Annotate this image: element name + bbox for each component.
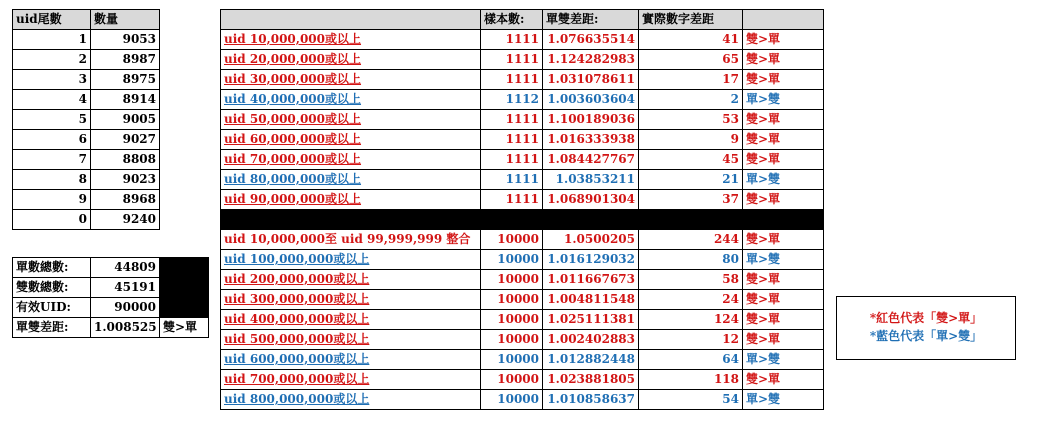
table-row xyxy=(13,30,160,50)
uid-count: 8808 xyxy=(91,150,160,170)
uid-digit: 9 xyxy=(13,190,91,210)
row-sample: 10000 xyxy=(481,290,543,310)
table-row xyxy=(221,250,824,270)
row-diff: 41 xyxy=(639,30,743,50)
row-sample: 10000 xyxy=(481,330,543,350)
table-row xyxy=(221,50,824,70)
table-row xyxy=(221,170,824,190)
row-result: 雙>單 xyxy=(743,190,824,210)
row-label[interactable]: uid 40,000,000或以上 xyxy=(221,90,481,110)
uid-count: 8968 xyxy=(91,190,160,210)
row-result: 單>雙 xyxy=(743,90,824,110)
row-ratio: 1.016333938 xyxy=(543,130,639,150)
table-row xyxy=(13,130,160,150)
table-row xyxy=(221,390,824,410)
row-ratio: 1.023881805 xyxy=(543,370,639,390)
row-ratio: 1.012882448 xyxy=(543,350,639,370)
row-diff: 2 xyxy=(639,90,743,110)
row-ratio: 1.031078611 xyxy=(543,70,639,90)
row-result: 雙>單 xyxy=(743,50,824,70)
table-row xyxy=(221,370,824,390)
table-row xyxy=(221,70,824,90)
uid-digit: 7 xyxy=(13,150,91,170)
row-label[interactable]: uid 700,000,000或以上 xyxy=(221,370,481,390)
table-row xyxy=(221,130,824,150)
row-diff: 53 xyxy=(639,110,743,130)
row-ratio: 1.068901304 xyxy=(543,190,639,210)
row-diff: 244 xyxy=(639,230,743,250)
valid-uid-label: 有效UID: xyxy=(13,298,91,318)
table-row xyxy=(221,90,824,110)
row-sample: 1111 xyxy=(481,150,543,170)
table-row xyxy=(221,110,824,130)
table-row xyxy=(13,318,209,338)
row-ratio: 1.084427767 xyxy=(543,150,639,170)
row-label[interactable]: uid 60,000,000或以上 xyxy=(221,130,481,150)
table-row xyxy=(221,150,824,170)
table-row xyxy=(13,190,160,210)
row-label[interactable]: uid 400,000,000或以上 xyxy=(221,310,481,330)
row-sample: 10000 xyxy=(481,310,543,330)
uid-count: 8975 xyxy=(91,70,160,90)
row-diff: 24 xyxy=(639,290,743,310)
uid-digit: 8 xyxy=(13,170,91,190)
row-sample: 1111 xyxy=(481,130,543,150)
row-sample: 10000 xyxy=(481,250,543,270)
row-diff: 45 xyxy=(639,150,743,170)
row-diff: 124 xyxy=(639,310,743,330)
row-diff: 9 xyxy=(639,130,743,150)
black-cell xyxy=(160,278,209,298)
row-diff: 17 xyxy=(639,70,743,90)
row-diff: 118 xyxy=(639,370,743,390)
summary-table xyxy=(12,257,209,338)
header-label xyxy=(221,10,481,30)
table-row xyxy=(221,230,824,250)
table-row xyxy=(13,170,160,190)
row-result: 雙>單 xyxy=(743,30,824,50)
row-diff: 65 xyxy=(639,50,743,70)
single-total-label: 單數總數: xyxy=(13,258,91,278)
black-separator xyxy=(221,210,824,230)
diff-result: 雙>單 xyxy=(160,318,209,338)
row-ratio: 1.076635514 xyxy=(543,30,639,50)
uid-digit: 0 xyxy=(13,210,91,230)
row-sample: 1111 xyxy=(481,170,543,190)
row-result: 雙>單 xyxy=(743,150,824,170)
uid-count: 8987 xyxy=(91,50,160,70)
table-row xyxy=(221,350,824,370)
header-ratio: 單雙差距: xyxy=(543,10,639,30)
single-total-value: 44809 xyxy=(91,258,160,278)
row-sample: 10000 xyxy=(481,270,543,290)
row-sample: 1111 xyxy=(481,50,543,70)
row-diff: 80 xyxy=(639,250,743,270)
uid-digit: 1 xyxy=(13,30,91,50)
row-result: 雙>單 xyxy=(743,310,824,330)
row-ratio: 1.003603604 xyxy=(543,90,639,110)
row-label: uid 10,000,000至 uid 99,999,999 整合 xyxy=(221,230,481,250)
uid-count: 9005 xyxy=(91,110,160,130)
legend-blue-text: *藍色代表「單>雙」 xyxy=(869,329,983,343)
table-row xyxy=(13,110,160,130)
row-diff: 21 xyxy=(639,170,743,190)
row-result: 單>雙 xyxy=(743,390,824,410)
row-result: 單>雙 xyxy=(743,350,824,370)
table-row xyxy=(221,270,824,290)
separator-row xyxy=(221,210,824,230)
uid-count: 8914 xyxy=(91,90,160,110)
table-row xyxy=(13,298,209,318)
table-row xyxy=(221,190,824,210)
row-diff: 12 xyxy=(639,330,743,350)
valid-uid-value: 90000 xyxy=(91,298,160,318)
table-row xyxy=(13,210,160,230)
row-sample: 10000 xyxy=(481,230,543,250)
table-row xyxy=(221,30,824,50)
table-row xyxy=(13,70,160,90)
row-diff: 58 xyxy=(639,270,743,290)
row-sample: 1111 xyxy=(481,110,543,130)
header-sample: 樣本數: xyxy=(481,10,543,30)
row-ratio: 1.0500205 xyxy=(543,230,639,250)
uid-digit: 5 xyxy=(13,110,91,130)
row-result: 單>雙 xyxy=(743,250,824,270)
uid-count: 9027 xyxy=(91,130,160,150)
uid-digit: 2 xyxy=(13,50,91,70)
uid-count: 9053 xyxy=(91,30,160,50)
row-label[interactable]: uid 90,000,000或以上 xyxy=(221,190,481,210)
table-header-row xyxy=(221,10,824,30)
table-row xyxy=(221,310,824,330)
row-result: 雙>單 xyxy=(743,130,824,150)
table-header-row xyxy=(13,10,160,30)
double-total-value: 45191 xyxy=(91,278,160,298)
row-label[interactable]: uid 80,000,000或以上 xyxy=(221,170,481,190)
black-cell xyxy=(160,258,209,278)
main-table xyxy=(220,9,824,410)
header-uid-tail: uid尾數 xyxy=(13,10,91,30)
row-result: 雙>單 xyxy=(743,110,824,130)
row-result: 雙>單 xyxy=(743,370,824,390)
diff-label: 單雙差距: xyxy=(13,318,91,338)
row-ratio: 1.100189036 xyxy=(543,110,639,130)
row-label[interactable]: uid 70,000,000或以上 xyxy=(221,150,481,170)
black-cell xyxy=(160,298,209,318)
row-label[interactable]: uid 100,000,000或以上 xyxy=(221,250,481,270)
legend-box xyxy=(836,296,1016,360)
row-sample: 1111 xyxy=(481,70,543,90)
row-ratio: 1.010858637 xyxy=(543,390,639,410)
row-label[interactable]: uid 800,000,000或以上 xyxy=(221,390,481,410)
uid-digit: 6 xyxy=(13,130,91,150)
row-label[interactable]: uid 600,000,000或以上 xyxy=(221,350,481,370)
double-total-label: 雙數總數: xyxy=(13,278,91,298)
row-ratio: 1.004811548 xyxy=(543,290,639,310)
row-result: 雙>單 xyxy=(743,290,824,310)
row-diff: 54 xyxy=(639,390,743,410)
legend-red-text: *紅色代表「雙>單」 xyxy=(869,311,983,325)
row-result: 雙>單 xyxy=(743,270,824,290)
uid-digit: 3 xyxy=(13,70,91,90)
header-result xyxy=(743,10,824,30)
row-label[interactable]: uid 10,000,000或以上 xyxy=(221,30,481,50)
row-diff: 64 xyxy=(639,350,743,370)
header-count: 數量 xyxy=(91,10,160,30)
table-row xyxy=(13,50,160,70)
row-label[interactable]: uid 50,000,000或以上 xyxy=(221,110,481,130)
table-row xyxy=(13,278,209,298)
table-row xyxy=(13,90,160,110)
row-result: 雙>單 xyxy=(743,330,824,350)
table-row xyxy=(221,330,824,350)
row-ratio: 1.011667673 xyxy=(543,270,639,290)
table-row xyxy=(13,258,209,278)
row-label[interactable]: uid 300,000,000或以上 xyxy=(221,290,481,310)
row-result: 雙>單 xyxy=(743,70,824,90)
row-result: 雙>單 xyxy=(743,230,824,250)
row-sample: 1112 xyxy=(481,90,543,110)
row-label[interactable]: uid 30,000,000或以上 xyxy=(221,70,481,90)
row-ratio: 1.002402883 xyxy=(543,330,639,350)
row-result: 單>雙 xyxy=(743,170,824,190)
row-label[interactable]: uid 500,000,000或以上 xyxy=(221,330,481,350)
row-ratio: 1.016129032 xyxy=(543,250,639,270)
uid-count: 9240 xyxy=(91,210,160,230)
uid-tail-table xyxy=(12,9,160,230)
diff-value: 1.008525 xyxy=(91,318,160,338)
row-label[interactable]: uid 20,000,000或以上 xyxy=(221,50,481,70)
row-label[interactable]: uid 200,000,000或以上 xyxy=(221,270,481,290)
table-row xyxy=(221,290,824,310)
row-sample: 10000 xyxy=(481,390,543,410)
row-ratio: 1.03853211 xyxy=(543,170,639,190)
row-sample: 1111 xyxy=(481,30,543,50)
header-diff: 實際數字差距 xyxy=(639,10,743,30)
row-ratio: 1.124282983 xyxy=(543,50,639,70)
row-sample: 10000 xyxy=(481,350,543,370)
row-diff: 37 xyxy=(639,190,743,210)
uid-digit: 4 xyxy=(13,90,91,110)
uid-count: 9023 xyxy=(91,170,160,190)
row-sample: 10000 xyxy=(481,370,543,390)
table-row xyxy=(13,150,160,170)
row-ratio: 1.025111381 xyxy=(543,310,639,330)
row-sample: 1111 xyxy=(481,190,543,210)
